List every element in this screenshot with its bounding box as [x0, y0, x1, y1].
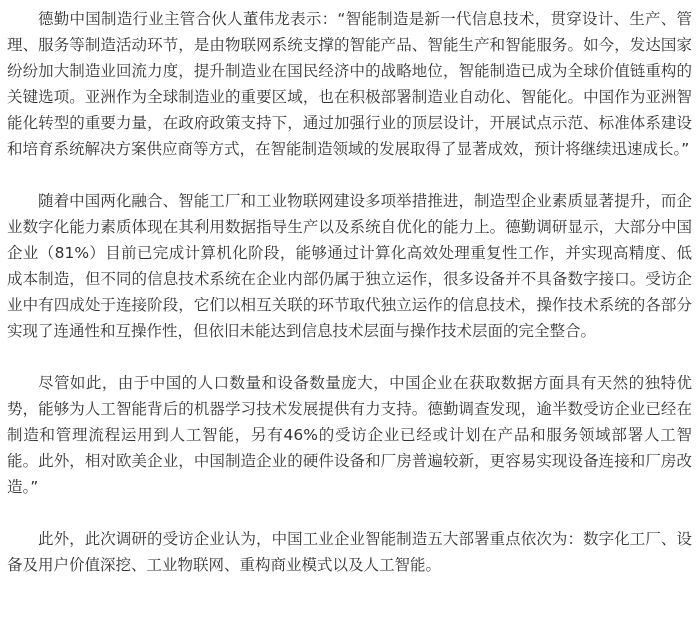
paragraph-intelligent-manufacturing-quote: 德勤中国制造行业主管合伙人董伟龙表示：“智能制造是新一代信息技术，贯穿设计、生产、管理、服务等制造活动环节，是由物联网系统支撑的智能产品、智能生产和智能服务。如今，发达国家纷纷加大制造业回流力度，提升制造业在国民经济中的战略地位，智能制造已成为全球价值链重构的关键选项。亚洲作为全球制造业的重要区域，也在积极部署制造业自动化、智能化。中国作为亚洲智能化转型的重要力量，在政府政策支持下，通过加强行业的顶层设计，开展试点示范、标准体系建设和培育系统解决方案供应商等方式，在智能制造领域的发展取得了显著成效，预计将继续迅速成长。”: [7, 10, 692, 158]
paragraph-deployment-priorities: 此外，此次调研的受访企业认为，中国工业企业智能制造五大部署重点依次为：数字化工厂、设备及用户价值深挖、工业物联网、重构商业模式以及人工智能。: [7, 530, 692, 574]
paragraph-data-advantage: 尽管如此，由于中国的人口数量和设备数量庞大，中国企业在获取数据方面具有天然的独特优势，能够为人工智能背后的机器学习技术发展提供有力支持。德勤调查发现，逾半数受访企业已经在制造和管理流程运用到人工智能，另有46%的受访企业已经或计划在产品和服务领域部署人工智能。此外，相对欧美企业，中国制造企业的硬件设备和厂房普遍较新，更容易实现设备连接和厂房改造。”: [7, 374, 692, 496]
paragraph-digital-capability: 随着中国两化融合、智能工厂和工业物联网建设多项举措推进，制造型企业素质显著提升，而企业数字化能力素质体现在其利用数据指导生产以及系统自优化的能力上。德勤调研显示，大部分中国企业（81%）目前已完成计算机化阶段，能够通过计算化高效处理重复性工作，并实现高精度、低成本制造，但不同的信息技术系统在企业内部仍属于独立运作，很多设备并不具备数字接口。受访企业中有四成处于连接阶段，它们以相互关联的环节取代独立运作的信息技术，操作技术系统的各部分实现了连通性和互操作性，但依旧未能达到信息技术层面与操作技术层面的完全整合。: [7, 192, 692, 340]
